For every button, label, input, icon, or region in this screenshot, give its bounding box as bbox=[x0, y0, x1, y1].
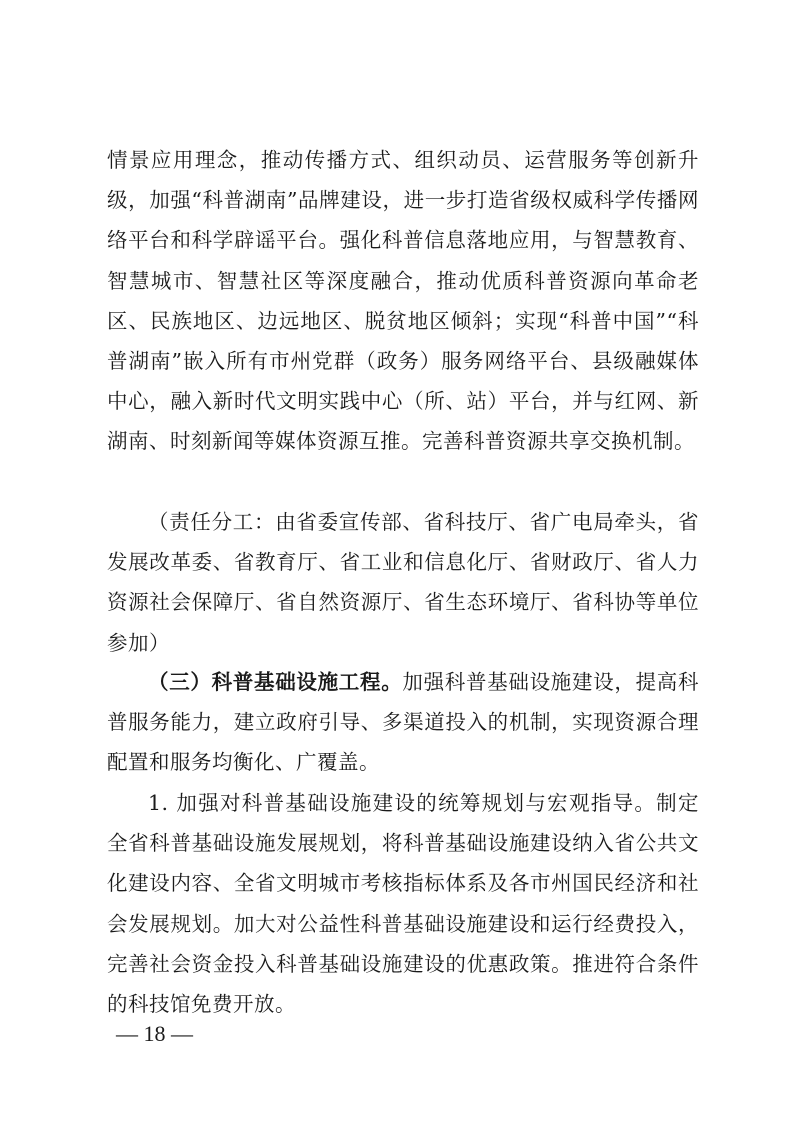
paragraph-responsibility-division: （责任分工：由省委宣传部、省科技厅、省广电局牵头，省发展改革委、省教育厅、省工业和信息化厅、省财政厅、省人力资源社会保障厅、省自然资源厅、省生态环境厅、省科协等单位参加） bbox=[107, 510, 699, 655]
page-number: — 18 — bbox=[116, 1021, 193, 1046]
section-body: 加强科普基础设施建设，提高科普服务能力，建立政府引导、多渠道投入的机制，实现资源合理配置和服务均衡化、广覆盖。 bbox=[107, 670, 700, 775]
paragraph-infrastructure-project bbox=[107, 662, 699, 783]
section-heading: （三）科普基础设施工程。 bbox=[148, 670, 403, 694]
paragraph-planning-guidance: 1. 加强对科普基础设施建设的统筹规划与宏观指导。制定全省科普基础设施发展规划，将科普基础设施建设纳入省公共文化建设内容、全省文明城市考核指标体系及各市州国民经济和社会发展规划。加大对公益性科普基础设施建设和运行经费投入，完善社会资金投入科普基础设施建设的优惠政策。推进符合条件的科技馆免费开放。 bbox=[107, 791, 699, 1017]
paragraph-science-communication: 情景应用理念，推动传播方式、组织动员、运营服务等创新升级，加强“科普湖南”品牌建设，进一步打造省级权威科学传播网络平台和科学辟谣平台。强化科普信息落地应用，与智慧教育、智慧城市、智慧社区等深度融合，推动优质科普资源向革命老区、民族地区、边远地区、脱贫地区倾斜；实现“科普中国”“科普湖南”嵌入所有市州党群（政务）服务网络平台、县级融媒体中心，融入新时代文明实践中心（所、站）平台，并与红网、新湖南、时刻新闻等媒体资源互推。完善科普资源共享交换机制。 bbox=[107, 148, 699, 454]
